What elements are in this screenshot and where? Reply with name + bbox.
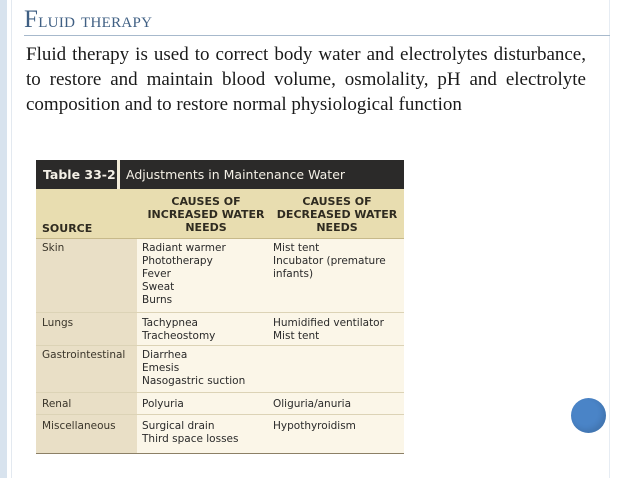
row-source: Skin [42, 242, 65, 254]
list-item: Oliguria/anuria [273, 398, 352, 410]
list-item: Incubator (premature [273, 255, 386, 267]
list-item: Fever [142, 268, 171, 280]
slide-left-decor-bar [0, 0, 7, 478]
row-divider [36, 312, 404, 313]
column-header-source: SOURCE [42, 222, 93, 235]
list-item: Mist tent [273, 242, 320, 254]
slide-title-rest: luid therapy [38, 7, 153, 32]
maintenance-water-table [36, 160, 404, 454]
table-number: Table 33-2 [43, 167, 116, 182]
list-item: Humidified ventilator [273, 317, 384, 329]
row-decreased-needs [273, 242, 401, 281]
list-item: Diarrhea [142, 349, 188, 361]
row-divider [36, 345, 404, 346]
row-increased-needs [142, 420, 272, 446]
caption-separator [117, 160, 120, 189]
column-header-decreased-line: CAUSES OF [302, 195, 372, 208]
column-header-increased [140, 195, 272, 234]
row-source: Gastrointestinal [42, 349, 126, 361]
table-bottom-rule [36, 453, 404, 454]
row-decreased-needs [273, 420, 401, 433]
column-header-decreased [272, 195, 402, 234]
row-source: Lungs [42, 317, 74, 329]
row-decreased-needs [273, 317, 401, 343]
list-item: Mist tent [273, 330, 320, 342]
row-source: Renal [42, 398, 72, 410]
row-source: Miscellaneous [42, 420, 116, 432]
list-item: Nasogastric suction [142, 375, 246, 387]
slide-title [24, 6, 152, 34]
slide-title-initial: F [24, 6, 39, 33]
slide-left-rule [11, 0, 12, 478]
row-divider [36, 414, 404, 415]
list-item: Polyuria [142, 398, 184, 410]
list-item: Phototherapy [142, 255, 213, 267]
table-title: Adjustments in Maintenance Water [126, 167, 346, 182]
list-item: Surgical drain [142, 420, 215, 432]
row-increased-needs [142, 398, 272, 411]
row-decreased-needs [273, 398, 401, 411]
column-header-decreased-line: DECREASED WATER [276, 208, 398, 221]
list-item: infants) [273, 268, 314, 280]
column-header-increased-line: NEEDS [185, 221, 227, 234]
row-increased-needs [142, 349, 272, 388]
slide-right-rule [609, 0, 610, 478]
row-divider [36, 392, 404, 393]
slide-body-text: Fluid therapy is used to correct body water and electrolytes disturbance, to restore and maintain blood volume, osmolality, pH and electrolyte composition and to restore normal physiological function [26, 44, 586, 115]
list-item: Tachypnea [142, 317, 198, 329]
list-item: Emesis [142, 362, 180, 374]
list-item: Tracheostomy [142, 330, 216, 342]
column-header-decreased-line: NEEDS [316, 221, 358, 234]
decorative-circle-icon [571, 398, 606, 433]
column-header-increased-line: INCREASED WATER [147, 208, 265, 221]
row-increased-needs [142, 242, 272, 307]
row-increased-needs [142, 317, 272, 343]
title-underline [24, 35, 610, 36]
list-item: Hypothyroidism [273, 420, 356, 432]
table-caption-bar [36, 160, 404, 189]
list-item: Radiant warmer [142, 242, 226, 254]
list-item: Third space losses [142, 433, 239, 445]
list-item: Sweat [142, 281, 175, 293]
column-header-increased-line: CAUSES OF [171, 195, 241, 208]
list-item: Burns [142, 294, 173, 306]
